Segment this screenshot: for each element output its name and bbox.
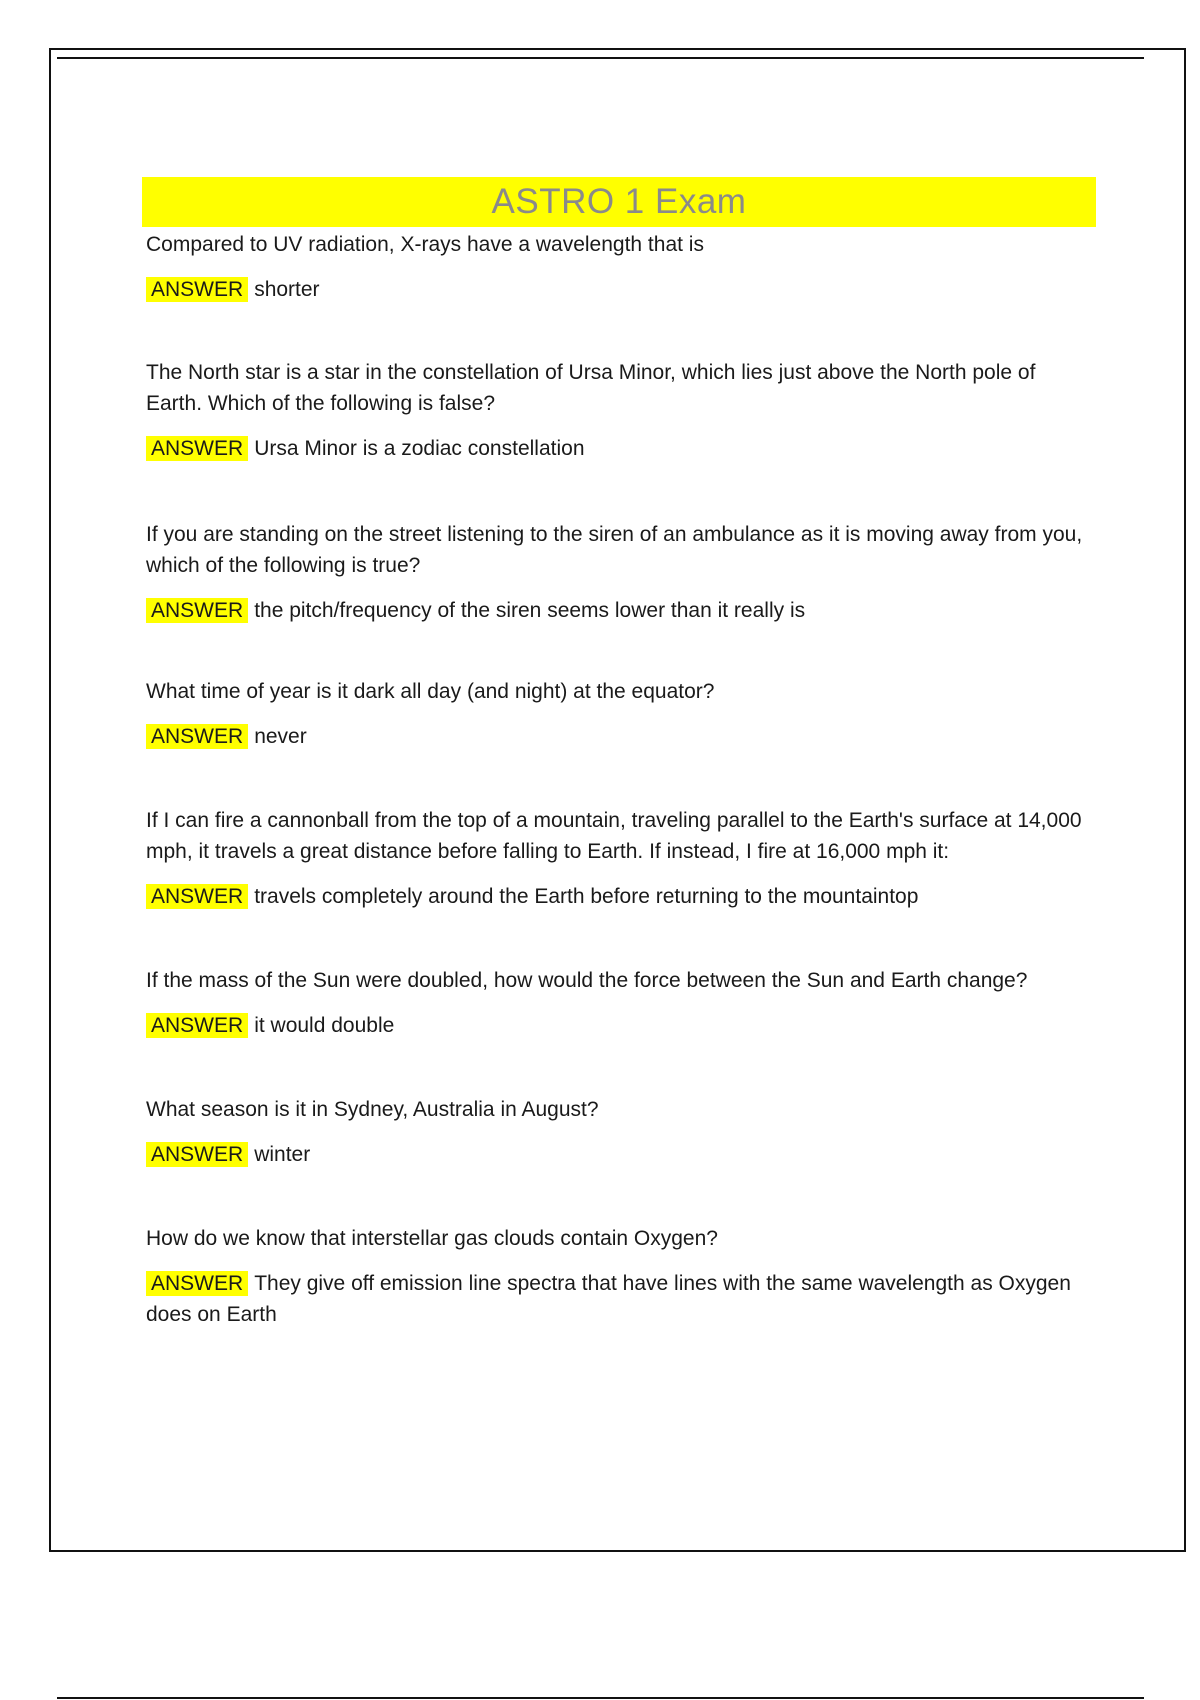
answer-text: travels completely around the Earth before returning to the mountaintop <box>254 885 919 908</box>
qa-item <box>142 1094 1096 1170</box>
question-text: The North star is a star in the constellation of Ursa Minor, which lies just above the North pole of Earth. Which of the following is false? <box>146 361 1036 415</box>
question-text: How do we know that interstellar gas clouds contain Oxygen? <box>146 1227 718 1250</box>
answer-text: never <box>254 725 307 748</box>
qa-list <box>142 229 1096 1330</box>
answer-text: Ursa Minor is a zodiac constellation <box>254 437 585 460</box>
answer-line <box>142 595 1096 626</box>
answer-text: it would double <box>254 1014 395 1037</box>
answer-text: winter <box>254 1143 311 1166</box>
question-text: What time of year is it dark all day (and night) at the equator? <box>146 680 715 703</box>
question-text: If you are standing on the street listening to the siren of an ambulance as it is moving away from you, which of the following is true? <box>146 523 1083 577</box>
qa-item <box>142 229 1096 305</box>
question-text: What season is it in Sydney, Australia in August? <box>146 1098 599 1121</box>
question-text: If the mass of the Sun were doubled, how would the force between the Sun and Earth change? <box>146 969 1028 992</box>
exam-title: ASTRO 1 Exam <box>142 177 1096 227</box>
answer-label: ANSWER <box>146 1142 248 1167</box>
answer-line <box>142 721 1096 752</box>
answer-label: ANSWER <box>146 724 248 749</box>
answer-line <box>142 274 1096 305</box>
answer-text: the pitch/frequency of the siren seems lower than it really is <box>254 599 806 622</box>
bottom-rule <box>57 1697 1144 1699</box>
answer-text: shorter <box>254 278 320 301</box>
qa-item <box>142 676 1096 752</box>
answer-label: ANSWER <box>146 436 248 461</box>
answer-line <box>142 1139 1096 1170</box>
question-text: If I can fire a cannonball from the top of a mountain, traveling parallel to the Earth's surface at 14,000 mph, it travels a great distance before falling to Earth. If instead, I fire at 16,000 mph it: <box>146 809 1082 863</box>
top-rule <box>57 57 1144 59</box>
answer-line <box>142 1010 1096 1041</box>
answer-label: ANSWER <box>146 598 248 623</box>
answer-line <box>142 881 1096 912</box>
document-content <box>142 177 1096 1330</box>
qa-item <box>142 357 1096 464</box>
answer-label: ANSWER <box>146 884 248 909</box>
answer-label: ANSWER <box>146 277 248 302</box>
qa-item <box>142 1223 1096 1330</box>
qa-item <box>142 805 1096 912</box>
answer-line <box>142 433 1096 464</box>
answer-label: ANSWER <box>146 1271 248 1296</box>
question-text: Compared to UV radiation, X-rays have a wavelength that is <box>146 233 704 256</box>
answer-text: They give off emission line spectra that have lines with the same wavelength as Oxygen does on Earth <box>146 1272 1071 1326</box>
qa-item <box>142 965 1096 1041</box>
answer-label: ANSWER <box>146 1013 248 1038</box>
answer-line <box>142 1268 1096 1330</box>
qa-item <box>142 519 1096 626</box>
